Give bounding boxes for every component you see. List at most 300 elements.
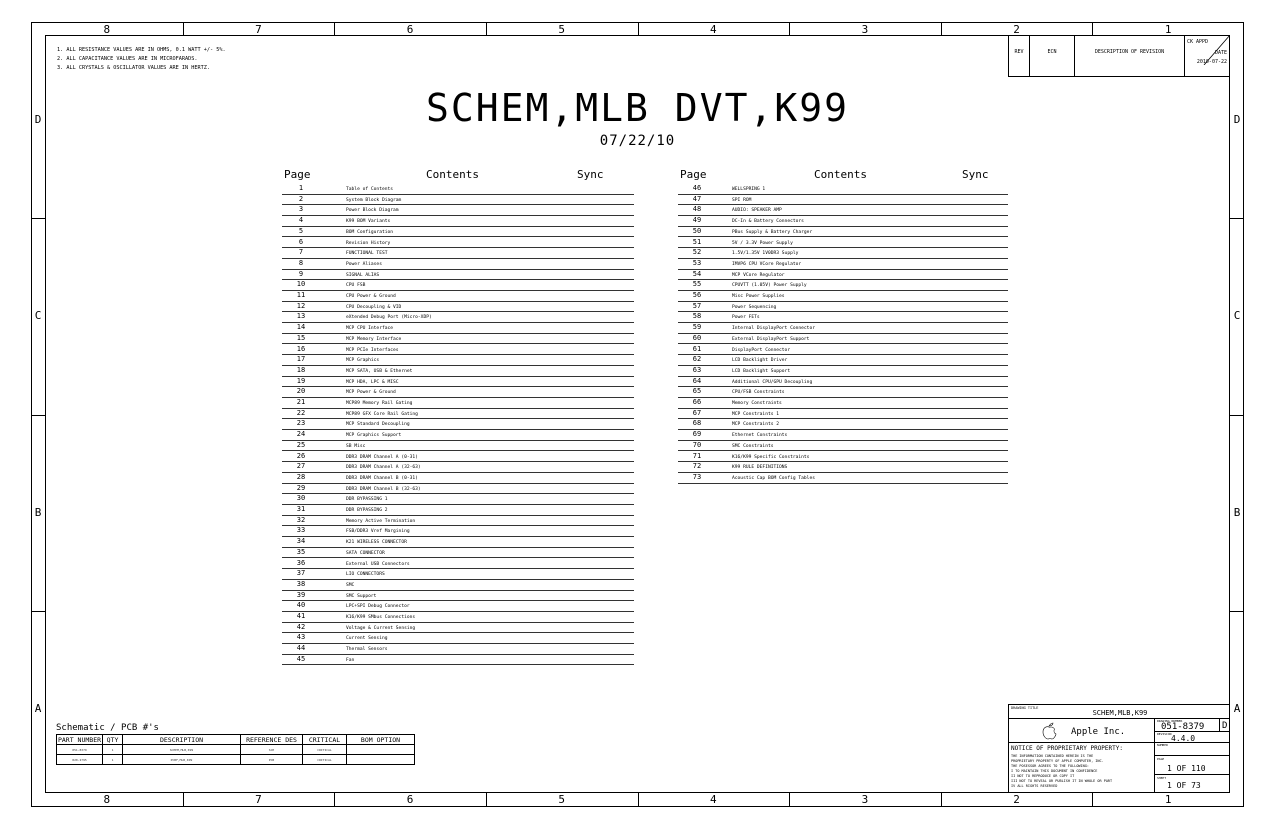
page-cell bbox=[1154, 755, 1230, 775]
toc-row bbox=[282, 248, 634, 259]
toc-contents-header: Contents bbox=[814, 168, 867, 181]
toc-entry-title: DDR BYPASSING 2 bbox=[346, 508, 388, 513]
page-value: 1 OF 110 bbox=[1167, 764, 1206, 773]
toc-row bbox=[678, 216, 1008, 227]
toc-page-number: 6 bbox=[298, 237, 304, 246]
zone-divider bbox=[1092, 22, 1093, 35]
toc-page-number: 7 bbox=[298, 248, 304, 257]
toc-entry-title: LIO CONNECTORS bbox=[346, 572, 385, 578]
drawing-number-cell bbox=[1154, 718, 1220, 732]
zone-divider bbox=[1230, 611, 1244, 612]
toc-row bbox=[282, 516, 634, 527]
toc-page-number: 73 bbox=[692, 472, 702, 481]
zone-divider bbox=[334, 22, 335, 35]
bom-cell: SCH bbox=[240, 744, 303, 755]
size-cell bbox=[1219, 718, 1230, 732]
toc-row bbox=[678, 387, 1008, 398]
toc-entry-title: MCP89 Memory Rail Gating bbox=[346, 401, 413, 406]
company-cell bbox=[1008, 718, 1155, 743]
bom-cell: SCHEM,MLB,K99 bbox=[122, 744, 241, 755]
toc-page-header: Page bbox=[680, 168, 707, 181]
bom-cell: 051-8379 bbox=[56, 744, 103, 755]
toc-entry-title: CPU Power & Ground bbox=[346, 294, 396, 299]
toc-page-number: 61 bbox=[692, 344, 702, 353]
bom-cell: 820-2795 bbox=[56, 754, 103, 765]
toc-entry-title: DDR BYPASSING 1 bbox=[346, 497, 388, 503]
toc-entry-title: SMC Constraints bbox=[732, 443, 774, 449]
toc-entry-title: PBus Supply & Battery Charger bbox=[732, 229, 813, 235]
bom-cell: CRITICAL bbox=[302, 744, 347, 755]
revision-number: 4.4.0 bbox=[1171, 734, 1196, 743]
toc-row bbox=[282, 184, 634, 195]
zone-column-label: 7 bbox=[255, 793, 262, 806]
toc-row bbox=[678, 462, 1008, 473]
note-line: 1. ALL RESISTANCE VALUES ARE IN OHMS, 0.1 WATT +/- 5%. bbox=[57, 47, 226, 53]
toc-row bbox=[678, 184, 1008, 195]
toc-row bbox=[282, 302, 634, 313]
toc-entry-title: 1.5V/1.35V 1V0DR3 Supply bbox=[732, 251, 799, 257]
toc-row bbox=[678, 441, 1008, 452]
toc-page-number: 44 bbox=[296, 644, 306, 653]
zone-column-label: 5 bbox=[558, 793, 565, 806]
toc-page-number: 48 bbox=[692, 205, 702, 214]
bom-header-cell: BOM OPTION bbox=[346, 734, 415, 745]
toc-row bbox=[678, 419, 1008, 430]
toc-row bbox=[678, 345, 1008, 356]
toc-entry-title: Power Sequencing bbox=[732, 304, 777, 310]
toc-page-number: 12 bbox=[296, 301, 306, 310]
ecn-column bbox=[1029, 35, 1075, 77]
toc-entry-title: Table of Contents bbox=[346, 187, 394, 192]
toc-entry-title: MCP89 GFX Core Rail Gating bbox=[346, 411, 418, 417]
toc-entry-title: Memory Constraints bbox=[732, 401, 782, 406]
number-cell bbox=[1154, 742, 1230, 756]
toc-entry-title: Power Block Diagram bbox=[346, 208, 399, 214]
toc-entry-title: SIGNAL ALIAS bbox=[346, 272, 380, 278]
zone-divider bbox=[486, 793, 487, 806]
toc-entry-title: Internal DisplayPort Connector bbox=[732, 326, 815, 332]
toc-entry-title: AUDIO: SPEAKER AMP bbox=[732, 208, 782, 214]
toc-row bbox=[282, 398, 634, 409]
toc-row bbox=[678, 270, 1008, 281]
toc-entry-title: External USB Connectors bbox=[346, 561, 410, 567]
toc-entry-title: LPC+SPI Debug Connector bbox=[346, 604, 410, 610]
toc-page-number: 9 bbox=[298, 269, 304, 278]
toc-entry-title: Memory Active Termination bbox=[346, 518, 416, 524]
toc-entry-title: DC-In & Battery Connectors bbox=[732, 219, 804, 225]
date-label: DATE bbox=[1214, 50, 1227, 56]
zone-divider bbox=[638, 793, 639, 806]
toc-page-number: 52 bbox=[692, 248, 702, 257]
toc-page-number: 32 bbox=[296, 515, 306, 524]
toc-entry-title: SPI ROM bbox=[732, 197, 752, 203]
toc-row bbox=[678, 323, 1008, 334]
toc-page-number: 18 bbox=[296, 365, 306, 374]
toc-row bbox=[282, 227, 634, 238]
toc-entry-title: CPUVTT (1.05V) Power Supply bbox=[732, 283, 807, 289]
toc-entry-title: External DisplayPort Support bbox=[732, 336, 810, 342]
toc-row bbox=[282, 462, 634, 473]
toc-row bbox=[282, 216, 634, 227]
note-line: 2. ALL CAPACITANCE VALUES ARE IN MICROFARADS. bbox=[57, 56, 198, 62]
toc-entry-title: System Block Diagram bbox=[346, 197, 402, 203]
toc-page-number: 69 bbox=[692, 430, 702, 439]
toc-row bbox=[678, 452, 1008, 463]
description-label: DESCRIPTION OF REVISION bbox=[1094, 49, 1165, 55]
toc-page-number: 8 bbox=[298, 258, 304, 267]
toc-entry-title: CPU/FSB Constraints bbox=[732, 390, 785, 396]
toc-row bbox=[282, 537, 634, 548]
ck-appd-slash bbox=[1184, 35, 1230, 65]
toc-page-number: 70 bbox=[692, 440, 702, 449]
toc-entry-title: IMVP6 CPU VCore Regulator bbox=[732, 261, 802, 267]
toc-page-number: 14 bbox=[296, 323, 306, 332]
toc-entry-title: SMC bbox=[346, 582, 355, 588]
title-block bbox=[1008, 704, 1230, 793]
toc-page-number: 39 bbox=[296, 590, 306, 599]
notice-cell bbox=[1008, 742, 1155, 793]
toc-entry-title: WELLSPRING 1 bbox=[732, 187, 766, 192]
zone-column-label: 5 bbox=[558, 23, 565, 36]
toc-entry-title: Voltage & Current Sensing bbox=[346, 625, 416, 631]
bom-cell bbox=[346, 754, 415, 765]
toc-row bbox=[282, 280, 634, 291]
rev-label: REV bbox=[1014, 49, 1024, 55]
notice-line: THE INFORMATION CONTAINED HEREIN IS THE bbox=[1011, 754, 1094, 758]
toc-row bbox=[282, 419, 634, 430]
toc-row bbox=[282, 366, 634, 377]
zone-row-label: A bbox=[34, 701, 42, 715]
toc-row bbox=[678, 334, 1008, 345]
toc-page-number: 56 bbox=[692, 291, 702, 299]
toc-page-number: 41 bbox=[296, 612, 306, 620]
toc-page-number: 60 bbox=[692, 333, 702, 342]
toc-page-number: 46 bbox=[692, 184, 702, 192]
zone-column-label: 6 bbox=[406, 793, 414, 806]
toc-page-number: 10 bbox=[296, 280, 306, 289]
zone-column-label: 6 bbox=[406, 23, 414, 36]
notice-line: I TO MAINTAIN THIS DOCUMENT IN CONFIDENCE bbox=[1011, 769, 1098, 773]
toc-entry-title: DDR3 DRAM Channel B (0-31) bbox=[346, 475, 418, 481]
toc-page-number: 45 bbox=[296, 654, 306, 663]
toc-row bbox=[678, 377, 1008, 388]
zone-row-label: C bbox=[34, 309, 42, 323]
toc-entry-title: Ethernet Constraints bbox=[732, 433, 788, 439]
toc-page-number: 36 bbox=[296, 558, 306, 567]
zone-divider bbox=[941, 793, 942, 806]
page-label: PAGE bbox=[1157, 757, 1165, 761]
toc-page-number: 40 bbox=[296, 601, 306, 610]
toc-entry-title: K21 WIRELESS CONNECTOR bbox=[346, 540, 407, 546]
zone-divider bbox=[638, 22, 639, 35]
toc-page-number: 1 bbox=[298, 184, 304, 192]
notice-title: NOTICE OF PROPRIETARY PROPERTY: bbox=[1011, 745, 1123, 752]
toc-page-number: 62 bbox=[692, 355, 702, 364]
revision-block bbox=[1008, 35, 1230, 77]
toc-row bbox=[678, 205, 1008, 216]
zone-divider bbox=[1230, 218, 1244, 219]
bom-cell: PCBF,MLB,K99 bbox=[122, 754, 241, 765]
company-name: Apple Inc. bbox=[1071, 727, 1126, 737]
schematic-date: 07/22/10 bbox=[599, 133, 676, 149]
toc-page-number: 50 bbox=[692, 226, 702, 235]
zone-divider bbox=[941, 22, 942, 35]
bom-cell: PCB bbox=[240, 754, 303, 765]
zone-divider bbox=[789, 22, 790, 35]
toc-entry-title: K16/K99 Specific Constraints bbox=[732, 454, 810, 460]
zone-divider bbox=[183, 22, 184, 35]
zone-column-label: 3 bbox=[861, 23, 869, 36]
description-column bbox=[1074, 35, 1185, 77]
drawing-title-label: DRAWING TITLE bbox=[1011, 706, 1039, 710]
general-notes bbox=[57, 46, 226, 73]
zone-divider bbox=[31, 218, 45, 219]
toc-page-number: 22 bbox=[296, 408, 306, 417]
drawing-number-label: DRAWING NUMBER bbox=[1157, 719, 1183, 723]
toc-page-number: 47 bbox=[692, 194, 702, 203]
zone-row-label: B bbox=[1233, 505, 1241, 519]
toc-page-number: 43 bbox=[296, 633, 306, 642]
toc-row bbox=[282, 644, 634, 655]
zone-divider bbox=[31, 415, 45, 416]
toc-page-number: 38 bbox=[296, 579, 306, 588]
toc-page-number: 5 bbox=[298, 226, 304, 235]
toc-row bbox=[282, 238, 634, 249]
toc-row bbox=[282, 312, 634, 323]
notice-line: III NOT TO REVEAL OR PUBLISH IT IN WHOLE OR PART bbox=[1011, 779, 1113, 783]
toc-entry-title: Current Sensing bbox=[346, 636, 388, 642]
zone-divider bbox=[183, 793, 184, 806]
toc-row bbox=[282, 409, 634, 420]
zone-row-label: B bbox=[34, 505, 42, 519]
toc-entry-title: LCD Backlight Driver bbox=[732, 358, 788, 364]
toc-page-number: 49 bbox=[692, 216, 702, 225]
zone-row-label: A bbox=[1233, 701, 1241, 715]
toc-row bbox=[282, 633, 634, 644]
toc-row bbox=[282, 494, 634, 505]
toc-entry-title: CPU FSB bbox=[346, 283, 366, 289]
toc-page-number: 67 bbox=[692, 408, 702, 417]
toc-row bbox=[282, 569, 634, 580]
toc-row bbox=[282, 270, 634, 281]
toc-page-number: 55 bbox=[692, 280, 702, 289]
zone-column-label: 2 bbox=[1013, 793, 1020, 806]
toc-page-number: 37 bbox=[296, 569, 306, 578]
zone-column-label: 8 bbox=[103, 793, 111, 806]
revision-label: REVISION bbox=[1157, 732, 1172, 736]
toc-entry-title: Revision History bbox=[346, 240, 391, 246]
toc-page-number: 51 bbox=[692, 237, 702, 246]
toc-page-number: 17 bbox=[296, 355, 306, 364]
toc-entry-title: SB Misc bbox=[346, 443, 366, 449]
drawing-size: D bbox=[1222, 721, 1228, 731]
toc-page-number: 66 bbox=[692, 398, 702, 406]
toc-row bbox=[282, 591, 634, 602]
toc-entry-title: FSB/DDR3 Vref Margining bbox=[346, 529, 410, 535]
notice-line: II NOT TO REPRODUCE OR COPY IT bbox=[1011, 774, 1075, 778]
toc-page-number: 11 bbox=[296, 291, 306, 299]
toc-page-number: 68 bbox=[692, 419, 702, 428]
zone-row-label: D bbox=[34, 113, 42, 127]
toc-page-number: 4 bbox=[298, 216, 304, 225]
toc-row bbox=[282, 387, 634, 398]
revision-date: 2010-07-22 bbox=[1196, 59, 1227, 65]
toc-row bbox=[282, 473, 634, 484]
toc-row bbox=[678, 195, 1008, 206]
toc-entry-title: Acoustic Cap BOM Config Tables bbox=[732, 475, 815, 481]
drawing-title-cell bbox=[1008, 704, 1230, 719]
zone-column-label: 7 bbox=[255, 23, 262, 36]
toc-entry-title: MCP HDA, LPC & MISC bbox=[346, 379, 399, 385]
toc-entry-title: SMC Support bbox=[346, 593, 377, 599]
toc-row bbox=[282, 452, 634, 463]
bom-cell: 1 bbox=[102, 754, 123, 765]
toc-row bbox=[678, 409, 1008, 420]
zone-column-label: 1 bbox=[1164, 793, 1172, 806]
zone-divider bbox=[334, 793, 335, 806]
toc-row bbox=[678, 238, 1008, 249]
toc-entry-title: K99 BOM Variants bbox=[346, 219, 391, 225]
toc-page-number: 15 bbox=[296, 333, 306, 342]
toc-row bbox=[282, 505, 634, 516]
toc-row bbox=[282, 441, 634, 452]
toc-page-number: 42 bbox=[296, 622, 306, 631]
toc-entry-title: Power Aliases bbox=[346, 261, 382, 267]
toc-entry-title: 5V / 3.3V Power Supply bbox=[732, 240, 793, 246]
toc-row bbox=[282, 259, 634, 270]
toc-page-number: 65 bbox=[692, 387, 702, 396]
toc-page-number: 63 bbox=[692, 365, 702, 374]
toc-page-number: 33 bbox=[296, 526, 306, 535]
schematic-title: SCHEM,MLB DVT,K99 bbox=[426, 86, 849, 130]
toc-page-header: Page bbox=[284, 168, 311, 181]
toc-row bbox=[282, 323, 634, 334]
toc-entry-title: Additional CPU/GPU Decoupling bbox=[732, 379, 813, 385]
ck-appd-label: CK APPD bbox=[1187, 39, 1209, 45]
toc-entry-title: MCP Constraints 1 bbox=[732, 411, 780, 417]
toc-row bbox=[678, 302, 1008, 313]
toc-row bbox=[678, 280, 1008, 291]
toc-page-number: 34 bbox=[296, 537, 306, 546]
toc-page-number: 20 bbox=[296, 387, 306, 396]
toc-row bbox=[678, 473, 1008, 484]
toc-page-number: 64 bbox=[692, 376, 702, 385]
bom-header-cell: DESCRIPTION bbox=[122, 734, 241, 745]
toc-page-number: 21 bbox=[296, 398, 306, 406]
bom-title: Schematic / PCB #'s bbox=[56, 723, 159, 733]
toc-sync-header: Sync bbox=[577, 168, 604, 181]
toc-entry-title: DDR3 DRAM Channel B (32-63) bbox=[346, 486, 421, 492]
toc-page-number: 26 bbox=[296, 451, 306, 460]
zone-divider bbox=[31, 611, 45, 612]
toc-page-number: 27 bbox=[296, 462, 306, 471]
toc-row bbox=[282, 334, 634, 345]
toc-page-number: 16 bbox=[296, 344, 306, 353]
toc-entry-title: Fan bbox=[346, 657, 355, 663]
toc-entry-title: K99 RULE DEFINITIONS bbox=[732, 465, 788, 471]
toc-page-number: 24 bbox=[296, 430, 306, 439]
toc-row bbox=[282, 377, 634, 388]
toc-row bbox=[282, 205, 634, 216]
notice-text bbox=[1011, 754, 1112, 789]
toc-page-number: 31 bbox=[296, 505, 306, 513]
toc-row bbox=[678, 355, 1008, 366]
zone-column-label: 1 bbox=[1164, 23, 1172, 36]
rev-column bbox=[1008, 35, 1030, 77]
toc-row bbox=[282, 580, 634, 591]
zone-divider bbox=[789, 793, 790, 806]
toc-entry-title: K16/K99 SMbus Connections bbox=[346, 615, 416, 620]
toc-row bbox=[282, 430, 634, 441]
drawing-title: SCHEM,MLB,K99 bbox=[1092, 709, 1148, 717]
toc-row bbox=[282, 612, 634, 623]
zone-row-label: C bbox=[1233, 309, 1241, 323]
toc-row bbox=[678, 259, 1008, 270]
notice-line: THE POSESSOR AGREES TO THE FOLLOWING: bbox=[1011, 764, 1089, 768]
toc-page-number: 19 bbox=[296, 376, 306, 385]
toc-entry-title: LCD Backlight Support bbox=[732, 368, 791, 374]
toc-page-number: 57 bbox=[692, 301, 702, 310]
bom-cell: 1 bbox=[102, 744, 123, 755]
sheet-label: SHEET bbox=[1157, 776, 1167, 780]
toc-sync-header: Sync bbox=[962, 168, 989, 181]
toc-row bbox=[282, 195, 634, 206]
zone-column-label: 8 bbox=[103, 23, 111, 36]
drawing-number: 051-8379 bbox=[1161, 722, 1205, 732]
toc-entry-title: BOM Configuration bbox=[346, 229, 394, 235]
zone-row-label: D bbox=[1233, 113, 1241, 127]
apple-logo-icon bbox=[1041, 722, 1057, 740]
bom-header-cell: REFERENCE DES bbox=[240, 734, 303, 745]
toc-contents-header: Contents bbox=[426, 168, 479, 181]
toc-entry-title: Thermal Sensors bbox=[346, 647, 388, 653]
toc-page-number: 2 bbox=[298, 194, 304, 203]
toc-entry-title: CPU Decoupling & VID bbox=[346, 304, 402, 310]
toc-entry-title: MCP Memory Interface bbox=[346, 336, 402, 342]
toc-entry-title: Power FETs bbox=[732, 315, 760, 321]
toc-page-number: 59 bbox=[692, 323, 702, 332]
zone-column-label: 4 bbox=[710, 793, 717, 806]
toc-row bbox=[282, 601, 634, 612]
toc-row bbox=[282, 345, 634, 356]
toc-page-number: 25 bbox=[296, 440, 306, 449]
zone-divider bbox=[486, 22, 487, 35]
toc-row bbox=[282, 655, 634, 666]
sheet-cell bbox=[1154, 774, 1230, 793]
ecn-label: ECN bbox=[1047, 49, 1057, 55]
toc-entry-title: SATA CONNECTOR bbox=[346, 550, 385, 556]
toc-page-number: 3 bbox=[298, 205, 304, 214]
toc-page-number: 30 bbox=[296, 494, 306, 503]
toc-entry-title: MCP SATA, USB & Ethernet bbox=[346, 368, 413, 374]
toc-entry-title: eXtended Debug Port (Micro-XDP) bbox=[346, 315, 432, 321]
toc-entry-title: FUNCTIONAL TEST bbox=[346, 251, 388, 257]
toc-page-number: 58 bbox=[692, 312, 702, 321]
toc-row bbox=[678, 227, 1008, 238]
toc-page-number: 53 bbox=[692, 258, 702, 267]
bom-header-cell: PART NUMBER bbox=[57, 736, 102, 744]
zone-column-label: 4 bbox=[710, 23, 717, 36]
toc-row bbox=[282, 355, 634, 366]
zone-divider bbox=[1092, 793, 1093, 806]
bom-header-cell: QTY bbox=[102, 734, 123, 745]
toc-row bbox=[282, 559, 634, 570]
zone-divider bbox=[1230, 415, 1244, 416]
zone-column-label: 3 bbox=[861, 793, 869, 806]
toc-page-number: 29 bbox=[296, 483, 306, 492]
toc-page-number: 72 bbox=[692, 462, 702, 471]
toc-entry-title: Misc Power Supplies bbox=[732, 294, 785, 299]
